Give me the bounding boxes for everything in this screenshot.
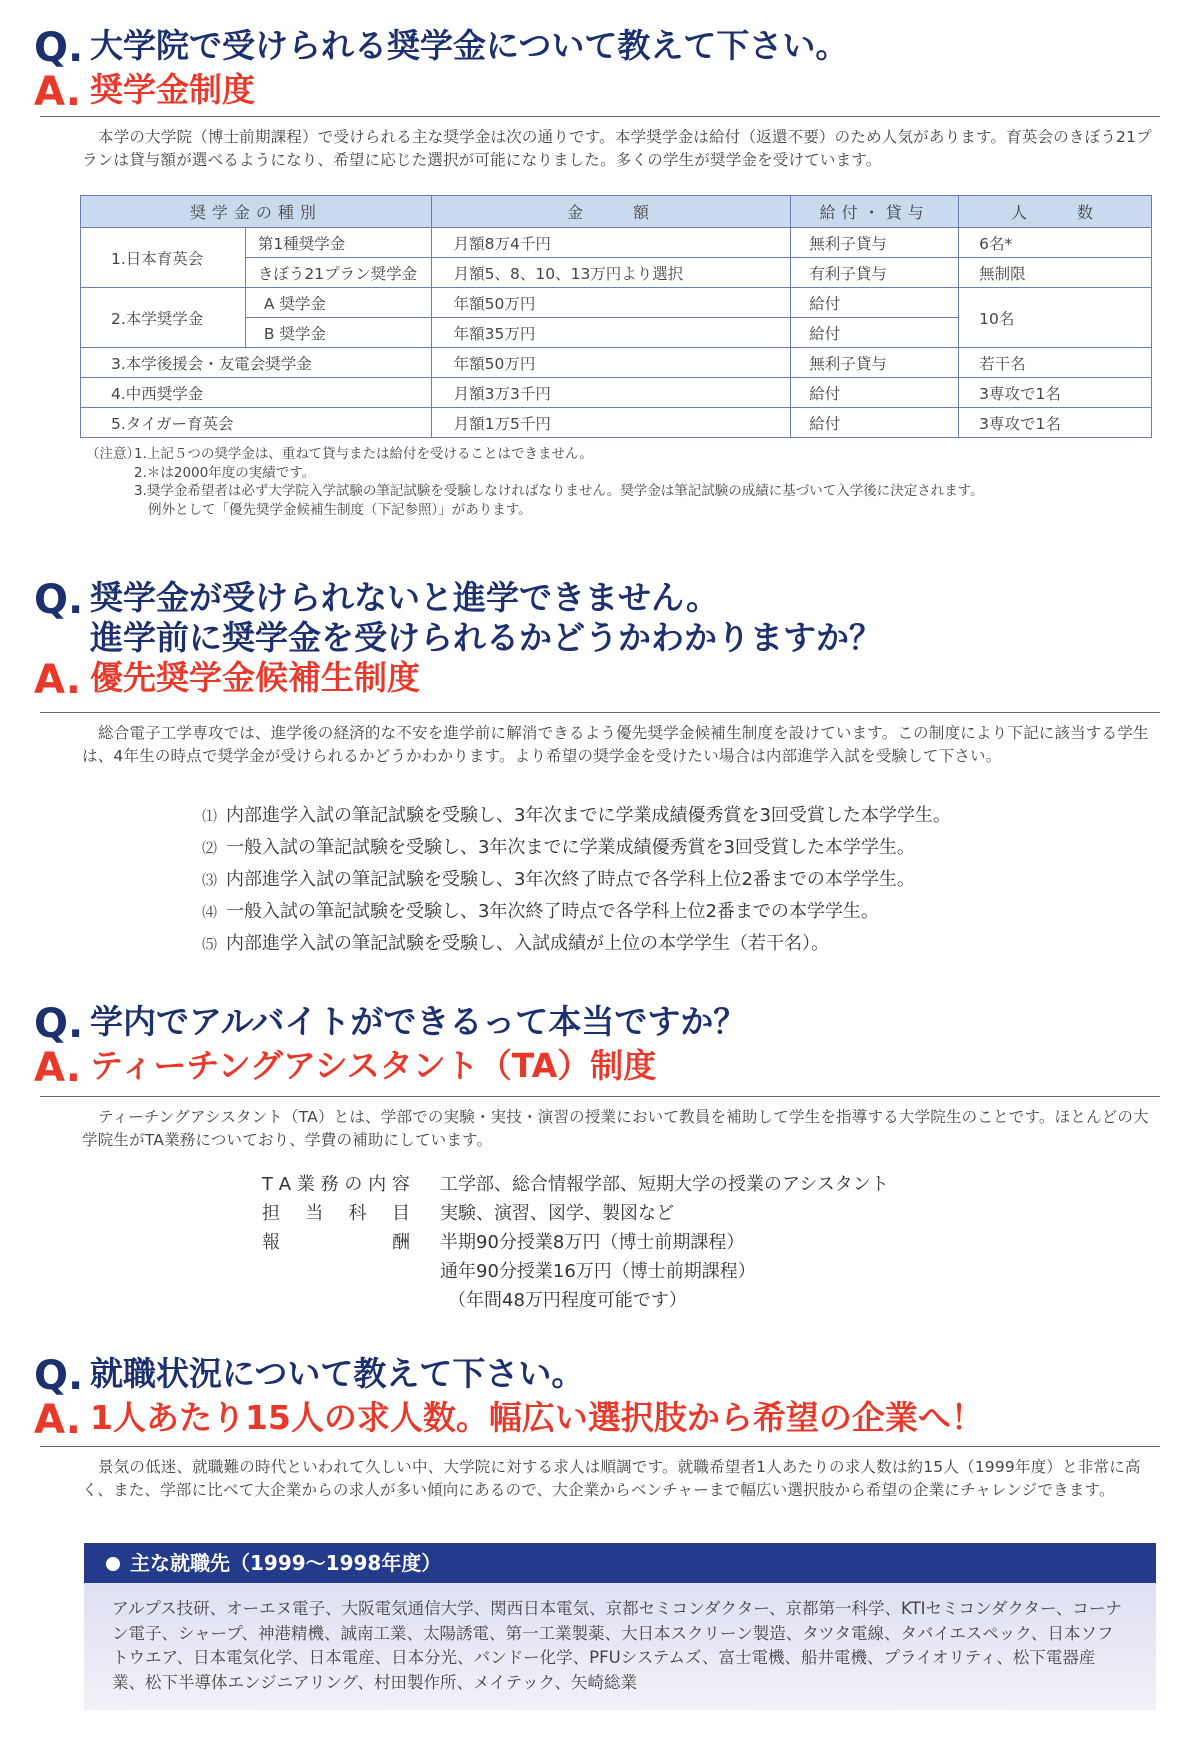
ta-row: [262, 1257, 889, 1286]
q3-question-text: 学内でアルバイトができるって本当ですか？: [90, 1002, 747, 1041]
table-header: 奨学金の種別: [81, 196, 432, 228]
amount: 年額50万円: [431, 348, 791, 378]
ta-row: [262, 1286, 889, 1315]
employers-list: アルプス技研、オーエヌ電子、大阪電気通信大学、関西日本電気、京都セミコンダクター、京都第一科学、KTIセミコンダクター、コーナン電子、シャープ、神港精機、誠南工業、太陽誘電、第一工業製薬、大日本スクリーン製造、タツタ電線、タバイエスペック、日本ソフトウエア、日本電気化学、日本電産、日本分光、バンドー化学、PFUシステムズ、富士電機、船井電機、プライオリティ、松下電器産業、松下半導体エンジニアリング、村田製作所、メイテック、矢崎総業: [112, 1599, 1122, 1692]
count: 3専攻で1名: [959, 408, 1152, 438]
table-row: [81, 228, 1152, 258]
amount: 月額5、8、10、13万円より選択: [431, 258, 791, 288]
group-name: 1.日本育英会: [81, 228, 246, 288]
table-row: [81, 378, 1152, 408]
q-mark: Q.: [34, 1353, 84, 1399]
count: 無制限: [959, 258, 1152, 288]
q3-answer: [34, 1046, 1160, 1090]
employers-box: [84, 1543, 1156, 1710]
ta-row: [262, 1170, 889, 1199]
ta-label: 担 当 科 目: [262, 1203, 410, 1224]
q2-answer-text: 優先奨学金候補生制度: [90, 658, 420, 697]
a-mark: A.: [34, 1397, 81, 1443]
table-header: 金 額: [431, 196, 791, 228]
a-mark: A.: [34, 1045, 81, 1091]
q-mark: Q.: [34, 25, 84, 71]
sub-type: B 奨学金: [245, 318, 431, 348]
q3-paragraph: ティーチングアシスタント（TA）とは、学部での実験・実技・演習の授業において教員を補助して学生を指導する大学院生のことです。ほとんどの大学院生がTA業務についており、学費の補助にしています。: [82, 1108, 1149, 1149]
q2-question-line2: 進学前に奨学金を受けられるかどうかわかりますか？: [90, 618, 882, 657]
q4-question: [34, 1354, 1160, 1398]
count: 10名: [959, 288, 1152, 348]
ta-details: [262, 1170, 889, 1315]
list-item: ⑴ 内部進学入試の筆記試験を受験し、3年次までに学業成績優秀賞を3回受賞した本学学生。: [202, 805, 951, 826]
grant-type: 有利子貸与: [791, 258, 959, 288]
note-item: 1.上記５つの奨学金は、重ねて貸与または給付を受けることはできません。: [134, 446, 593, 462]
count: 6名*: [959, 228, 1152, 258]
divider: [40, 712, 1160, 713]
table-header-row: [81, 196, 1152, 228]
q2-paragraph: 総合電子工学専攻では、進学後の経済的な不安を進学前に解消できるよう優先奨学金候補生制度を設けています。この制度により下記に該当する学生は、4年生の時点で奨学金が受けられるかどうかわかります。より希望の奨学金を受けたい場合は内部進学入試を受験して下さい。: [82, 724, 1149, 765]
q3-question: [34, 1002, 1160, 1046]
list-item: ⑶ 内部進学入試の筆記試験を受験し、3年次終了時点で各学科上位2番までの本学学生。: [202, 869, 915, 890]
candidate-criteria-list: [202, 800, 951, 960]
scholarship-name: 3.本学後援会・友電会奨学金: [81, 348, 432, 378]
grant-type: 給付: [791, 408, 959, 438]
q4-paragraph: 景気の低迷、就職難の時代といわれて久しい中、大学院に対する求人は順調です。就職希望者1人あたりの求人数は約15人（1999年度）と非常に高く、また、学部に比べて大企業からの求人が多い傾向にあるので、大企業からベンチャーまで幅広い選択肢から希望の企業にチャレンジできます。: [82, 1458, 1141, 1499]
group-name: 2.本学奨学金: [81, 288, 246, 348]
employers-title: 主な就職先（1999～1998年度）: [130, 1551, 442, 1575]
amount: 月額3万3千円: [431, 378, 791, 408]
list-item: ⑸ 内部進学入試の筆記試験を受験し、入試成績が上位の本学学生（若干名）。: [202, 933, 829, 954]
divider: [40, 1446, 1160, 1447]
q4-question-text: 就職状況について教えて下さい。: [90, 1354, 585, 1393]
ta-value: （年間48万円程度可能です）: [448, 1290, 687, 1311]
ta-value: 実験、演習、図学、製図など: [440, 1203, 674, 1224]
q4-answer: [34, 1398, 1160, 1442]
amount: 月額8万4千円: [431, 228, 791, 258]
a-mark: A.: [34, 657, 81, 703]
amount: 月額1万5千円: [431, 408, 791, 438]
amount: 年額50万円: [431, 288, 791, 318]
notes: [86, 445, 984, 519]
ta-row: [262, 1199, 889, 1228]
q1-block: [34, 26, 1160, 114]
sub-type: A 奨学金: [245, 288, 431, 318]
count: 若干名: [959, 348, 1152, 378]
q1-question-text: 大学院で受けられる奨学金について教えて下さい。: [90, 26, 849, 65]
grant-type: 給付: [791, 318, 959, 348]
a-mark: A.: [34, 69, 81, 115]
q1-paragraph: 本学の大学院（博士前期課程）で受けられる主な奨学金は次の通りです。本学奨学金は給付（返還不要）のため人気があります。育英会のきぼう21プランは貸与額が選べるようになり、希望に応じた選択が可能になりました。多くの学生が奨学金を受けています。: [82, 128, 1152, 169]
grant-type: 無利子貸与: [791, 228, 959, 258]
ta-label: 報 酬: [262, 1232, 410, 1253]
q-mark: Q.: [34, 1001, 84, 1047]
scholarship-name: 5.タイガー育英会: [81, 408, 432, 438]
grant-type: 給付: [791, 288, 959, 318]
q2-answer: [34, 658, 1160, 702]
sub-type: 第1種奨学金: [245, 228, 431, 258]
divider: [40, 1096, 1160, 1097]
q4-answer-text: 1人あたり15人の求人数。幅広い選択肢から希望の企業へ！: [90, 1398, 984, 1437]
q-mark: Q.: [34, 577, 84, 623]
q3-block: [34, 1002, 1160, 1090]
q1-question: [34, 26, 1160, 70]
ta-value: 工学部、総合情報学部、短期大学の授業のアシスタント: [440, 1174, 889, 1195]
table-row: [81, 348, 1152, 378]
table-row: [81, 408, 1152, 438]
amount: 年額35万円: [431, 318, 791, 348]
table-header: 人 数: [959, 196, 1152, 228]
q4-block: [34, 1354, 1160, 1442]
note-item: 2.＊は2000年度の実績です。: [134, 464, 316, 481]
ta-value: 半期90分授業8万円（博士前期課程）: [440, 1232, 745, 1253]
scholarship-table: [80, 195, 1152, 438]
q2-block: [34, 578, 1160, 702]
grant-type: 給付: [791, 378, 959, 408]
sub-type: きぼう21プラン奨学金: [245, 258, 431, 288]
q1-answer: [34, 70, 1160, 114]
notes-label: （注意）: [86, 446, 140, 462]
list-item: ⑷ 一般入試の筆記試験を受験し、3年次終了時点で各学科上位2番までの本学学生。: [202, 901, 879, 922]
list-item: ⑵ 一般入試の筆記試験を受験し、3年次までに学業成績優秀賞を3回受賞した本学学生。: [202, 837, 915, 858]
ta-label: T A 業 務 の 内 容: [262, 1174, 410, 1195]
count: 3専攻で1名: [959, 378, 1152, 408]
table-header: 給付・貸与: [791, 196, 959, 228]
q2-question: [34, 578, 1160, 658]
bullet-icon: [106, 1557, 120, 1571]
q2-question-line1: 奨学金が受けられないと進学できません。: [90, 578, 719, 617]
employers-header: [84, 1543, 1156, 1583]
note-item: 例外として「優先奨学金候補生制度（下記参照）」があります。: [148, 501, 532, 518]
note-item: 3.奨学金希望者は必ず大学院入学試験の筆記試験を受験しなければなりません。奨学金は筆記試験の成績に基づいて入学後に決定されます。: [134, 483, 984, 499]
table-row: [81, 288, 1152, 318]
q1-answer-text: 奨学金制度: [90, 70, 255, 109]
ta-value: 通年90分授業16万円（博士前期課程）: [440, 1261, 756, 1282]
q3-answer-text: ティーチングアシスタント（TA）制度: [90, 1046, 657, 1085]
scholarship-name: 4.中西奨学金: [81, 378, 432, 408]
ta-row: [262, 1228, 889, 1257]
grant-type: 無利子貸与: [791, 348, 959, 378]
divider: [40, 116, 1160, 117]
